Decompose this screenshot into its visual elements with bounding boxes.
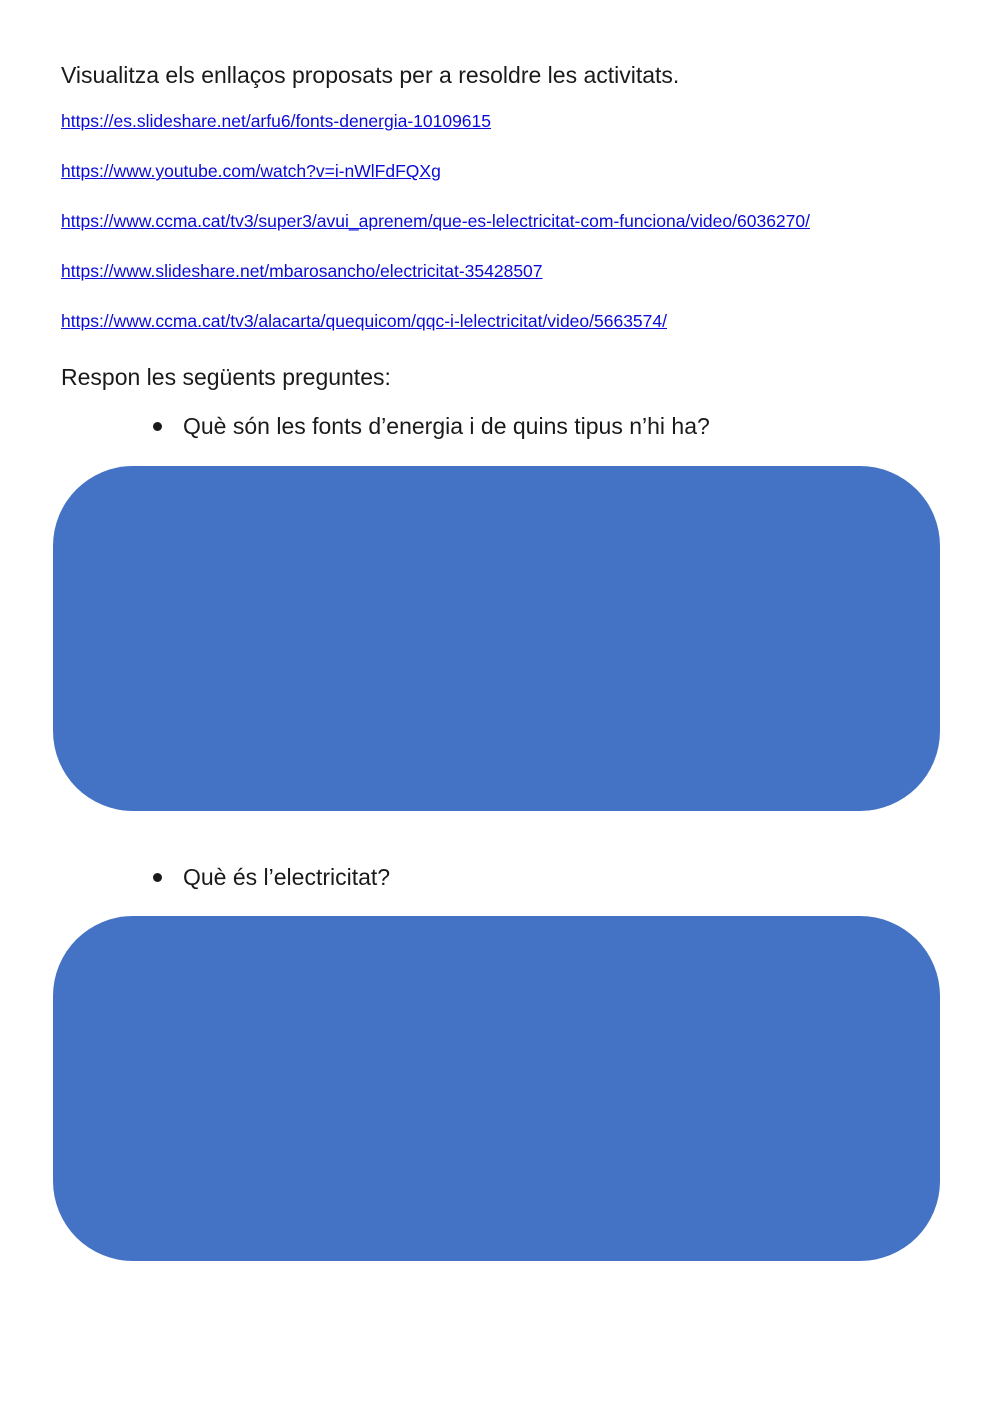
bullet-icon bbox=[153, 873, 162, 882]
link-slideshare-fonts-energia[interactable]: https://es.slideshare.net/arfu6/fonts-denergia-10109615 bbox=[61, 111, 492, 131]
answer-box-1[interactable] bbox=[53, 466, 940, 811]
link-ccma-quequicom-electricitat[interactable]: https://www.ccma.cat/tv3/alacarta/quequicom/qqc-i-lelectricitat/video/5663574/ bbox=[61, 311, 667, 331]
question-1-text: Què són les fonts d’energia i de quins tipus n’hi ha? bbox=[183, 413, 710, 439]
bullet-icon bbox=[153, 422, 162, 431]
link-ccma-super3-electricitat[interactable]: https://www.ccma.cat/tv3/super3/avui_aprenem/que-es-lelectricitat-com-funciona/video/6036270/ bbox=[61, 211, 810, 231]
answer-box-2[interactable] bbox=[53, 916, 940, 1261]
question-1 bbox=[150, 413, 710, 440]
link-slideshare-electricitat[interactable]: https://www.slideshare.net/mbarosancho/electricitat-35428507 bbox=[61, 261, 543, 281]
link-youtube-video[interactable]: https://www.youtube.com/watch?v=i-nWlFdFQXg bbox=[61, 161, 441, 181]
intro-text: Visualitza els enllaços proposats per a resoldre les activitats. bbox=[61, 62, 680, 88]
question-2 bbox=[150, 864, 390, 891]
question-2-text: Què és l’electricitat? bbox=[183, 864, 391, 890]
instruction-text: Respon les següents preguntes: bbox=[61, 364, 391, 390]
